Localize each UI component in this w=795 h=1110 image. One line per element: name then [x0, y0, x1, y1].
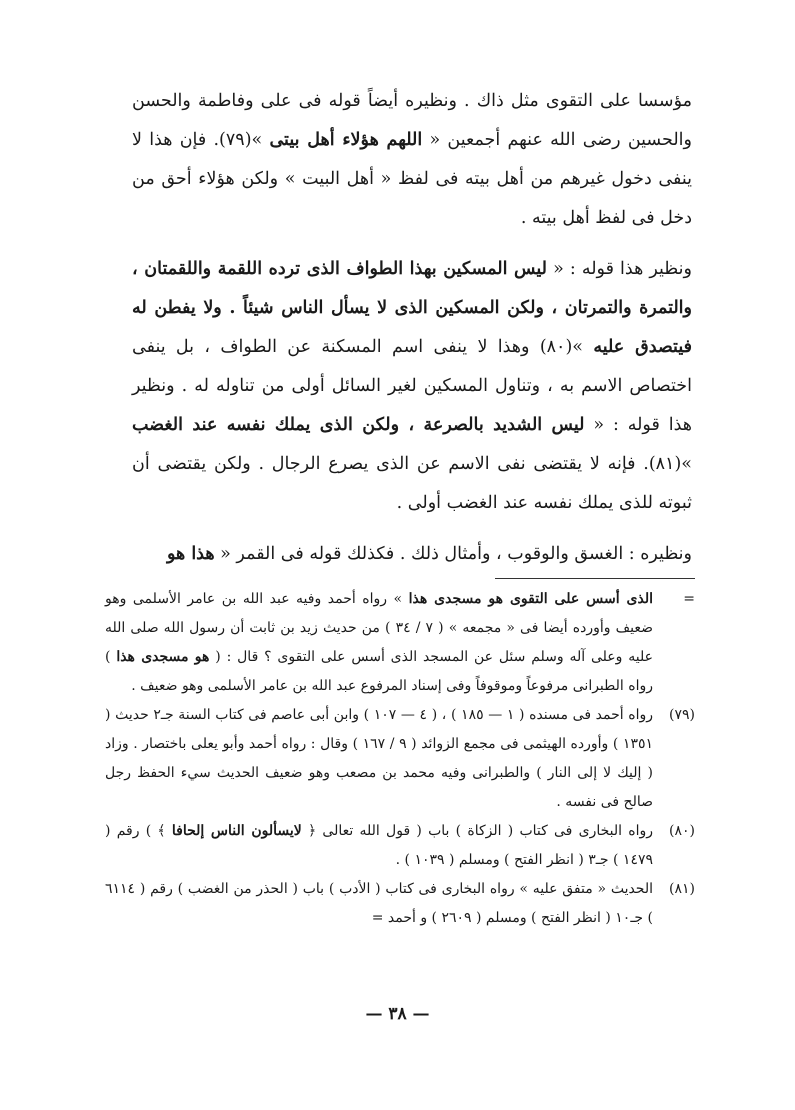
text-run: رواه البخارى فى كتاب ( الزكاة ) باب ( قول الله تعالى ﴿ — [301, 823, 653, 839]
paragraph-1 — [132, 82, 692, 238]
bold-quote: ليس المسكين بهذا الطواف الذى ترده اللقمة واللقمتان ، والتمرة والتمرتان ، ولكن المسكين الذى لا يسأل الناس شيئاً . ولا يفطن له فيتصدق عليه — [132, 259, 692, 357]
page-number: — ٣٨ — — [365, 1004, 430, 1024]
text-run: رواه أحمد فى مسنده ( ١ — ١٨٥ ) ، ( ٤ — ١٠٧ ) وابن أبى عاصم فى كتاب السنة جـ٢ حديث ( ١٣٥١ ) وأورده الهيثمى فى مجمع الزوائد ( ٩ / ١٦٧ ) وقال : رواه أحمد وأبو يعلى باختصار . وزاد ( إليك لا إلى النار ) والطبرانى وفيه محمد بن مصعب وهو ضعيف الحديث سيء الحفظ رجل صالح فى نفسه . — [105, 707, 654, 810]
bold-quote: ليس الشديد بالصرعة ، ولكن الذى يملك نفسه عند الغضب — [132, 415, 585, 435]
bold-quote: الذى أسس على التقوى هو مسجدى هذا — [408, 591, 653, 607]
text-run: ﴾ ) رقم ( ١٤٧٩ ) جـ٣ ( انظر الفتح ) ومسلم ( ١٠٣٩ ) . — [105, 823, 653, 868]
footnote-number: = — [683, 591, 695, 607]
bold-quote: هذا هو — [166, 544, 215, 564]
footnote — [105, 585, 695, 701]
text-run: ونظيره : الغسق والوقوب ، وأمثال ذلك . فكذلك قوله فى القمر « — [214, 544, 692, 564]
footnote — [105, 817, 695, 875]
footnote — [105, 875, 695, 933]
bold-quote: اللهم هؤلاء أهل بيتى — [269, 130, 423, 150]
footnotes — [105, 585, 695, 933]
text-run: »(٨١). فإنه لا يقتضى نفى الاسم عن الذى يصرع الرجال . ولكن يقتضى أن ثبوته للذى يملك نفسه عند الغضب أولى . — [132, 454, 692, 513]
text-run: »(٨٠) وهذا لا ينفى اسم المسكنة عن الطواف ، بل ينفى اختصاص الاسم به ، وتناول المسكين لغير السائل أولى من تناوله له . ونظير هذا قوله : « — [132, 337, 692, 435]
footnote-number: (٨١) — [669, 881, 695, 897]
bold-quote: لايسألون الناس إلحافا — [171, 823, 302, 839]
footnote-number: (٧٩) — [669, 707, 695, 723]
text-run: »(٧٩). فإن هذا لا ينفى دخول غيرهم من أهل بيته فى لفظ « أهل البيت » ولكن هؤلاء أحق من دخل فى لفظ أهل بيته . — [132, 130, 692, 228]
footnote — [105, 701, 695, 817]
text-run: ) رواه الطبرانى مرفوعاً وموقوفاً وفى إسناد المرفوع عبد الله بن عامر الأسلمى وهو ضعيف . — [105, 649, 653, 694]
text-run: مؤسسا على التقوى مثل ذاك . ونظيره أيضاً قوله فى على وفاطمة والحسن والحسين رضى الله عنهم أجمعين « — [132, 91, 692, 150]
text-run: الحديث « متفق عليه » رواه البخارى فى كتاب ( الأدب ) باب ( الحذر من الغضب ) رقم ( ٦١١٤ ) جـ١٠ ( انظر الفتح ) ومسلم ( ٢٦٠٩ ) و أحمد = — [105, 881, 653, 926]
paragraph-3 — [132, 535, 692, 574]
text-run: » رواه أحمد وفيه عبد الله بن عامر الأسلمى وهو ضعيف وأورده أيضا فى « مجمعه » ( ٧ / ٣٤ ) من حديث زيد بن ثابت أن رسول الله صلى الله عليه وعلى آله وسلم سئل عن المسجد الذى أسس على التقوى ؟ قال : ( — [105, 591, 653, 665]
paragraph-2 — [132, 250, 692, 523]
footnote-separator — [495, 578, 695, 579]
main-text — [132, 82, 692, 586]
text-run: ونظير هذا قوله : « — [546, 259, 692, 279]
bold-quote: هو مسجدى هذا — [116, 649, 210, 665]
footnote-number: (٨٠) — [669, 823, 695, 839]
